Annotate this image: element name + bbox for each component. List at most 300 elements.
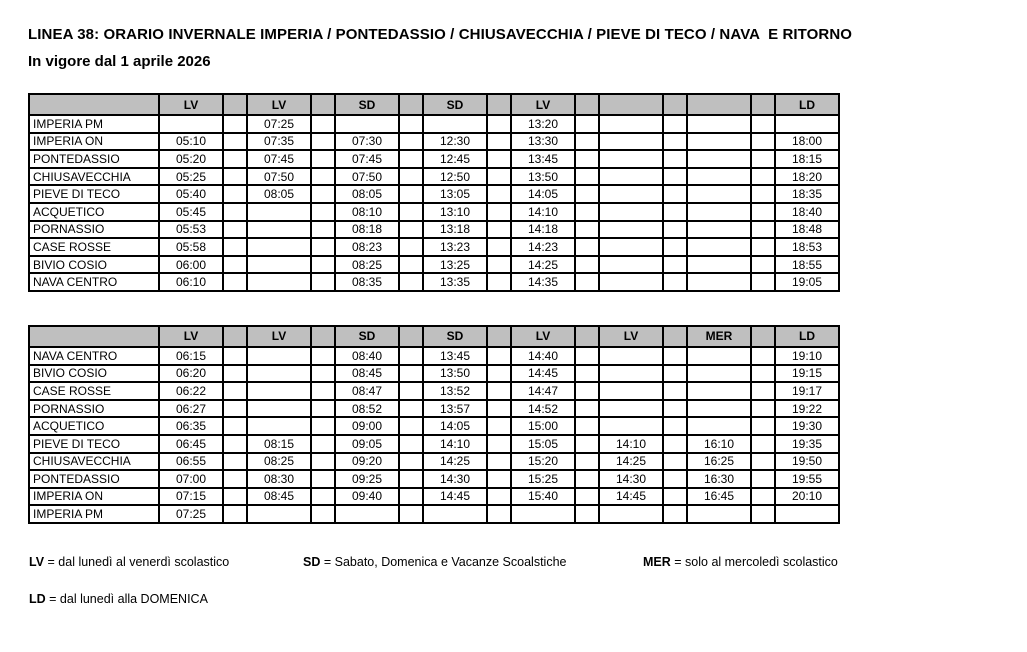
spacer-header-cell	[487, 326, 511, 347]
spacer-cell	[399, 382, 423, 400]
time-cell: 20:10	[775, 488, 839, 506]
spacer-cell	[575, 256, 599, 274]
time-cell: 05:40	[159, 185, 223, 203]
spacer-cell	[223, 365, 247, 383]
time-cell	[599, 133, 663, 151]
spacer-cell	[575, 505, 599, 523]
legend-item-lv	[29, 555, 229, 569]
spacer-cell	[311, 365, 335, 383]
time-cell	[687, 221, 751, 239]
time-cell: 05:58	[159, 238, 223, 256]
spacer-cell	[751, 150, 775, 168]
page-title: LINEA 38: ORARIO INVERNALE IMPERIA / PONTEDASSIO / CHIUSAVECCHIA / PIEVE DI TECO / NAVA E RITORNO	[28, 26, 853, 43]
spacer-cell	[663, 505, 687, 523]
spacer-cell	[663, 133, 687, 151]
spacer-cell	[223, 256, 247, 274]
spacer-cell	[223, 150, 247, 168]
spacer-cell	[751, 133, 775, 151]
spacer-cell	[663, 168, 687, 186]
service-header-lv: LV	[247, 326, 311, 347]
spacer-cell	[311, 203, 335, 221]
spacer-cell	[663, 435, 687, 453]
station-cell: CASE ROSSE	[29, 382, 159, 400]
time-cell: 16:25	[687, 453, 751, 471]
service-header-ld: LD	[775, 94, 839, 115]
spacer-header-cell	[399, 326, 423, 347]
time-cell: 06:00	[159, 256, 223, 274]
station-cell: CHIUSAVECCHIA	[29, 168, 159, 186]
time-cell: 14:40	[511, 347, 575, 365]
spacer-cell	[575, 150, 599, 168]
time-cell: 07:15	[159, 488, 223, 506]
spacer-cell	[751, 435, 775, 453]
spacer-cell	[575, 365, 599, 383]
time-cell: 13:45	[511, 150, 575, 168]
spacer-cell	[223, 435, 247, 453]
legend-text: = Sabato, Domenica e Vacanze Scoalstiche	[323, 554, 567, 569]
legend-abbr: MER	[643, 554, 671, 569]
spacer-cell	[399, 400, 423, 418]
time-cell	[599, 347, 663, 365]
service-header-ld: LD	[775, 326, 839, 347]
spacer-cell	[663, 115, 687, 133]
spacer-cell	[751, 238, 775, 256]
time-cell: 09:00	[335, 417, 399, 435]
time-cell: 07:45	[335, 150, 399, 168]
table-row	[29, 185, 839, 203]
spacer-header-cell	[575, 94, 599, 115]
spacer-cell	[663, 453, 687, 471]
time-cell: 13:57	[423, 400, 487, 418]
time-cell: 13:05	[423, 185, 487, 203]
time-cell: 14:18	[511, 221, 575, 239]
time-cell	[687, 417, 751, 435]
time-cell: 18:20	[775, 168, 839, 186]
time-cell	[247, 417, 311, 435]
time-cell	[775, 115, 839, 133]
time-cell	[687, 505, 751, 523]
spacer-cell	[663, 382, 687, 400]
time-cell: 05:45	[159, 203, 223, 221]
spacer-cell	[223, 382, 247, 400]
time-cell	[599, 365, 663, 383]
time-cell: 05:53	[159, 221, 223, 239]
time-cell: 16:10	[687, 435, 751, 453]
time-cell: 06:15	[159, 347, 223, 365]
time-cell: 07:25	[159, 505, 223, 523]
time-cell: 08:30	[247, 470, 311, 488]
spacer-header-cell	[399, 94, 423, 115]
time-cell: 09:25	[335, 470, 399, 488]
spacer-cell	[399, 505, 423, 523]
spacer-cell	[663, 365, 687, 383]
spacer-cell	[487, 168, 511, 186]
spacer-cell	[487, 365, 511, 383]
time-cell: 18:48	[775, 221, 839, 239]
spacer-header-cell	[575, 326, 599, 347]
legend-item-mer	[643, 555, 838, 569]
time-cell: 09:05	[335, 435, 399, 453]
time-cell: 13:52	[423, 382, 487, 400]
spacer-cell	[223, 400, 247, 418]
time-cell: 08:52	[335, 400, 399, 418]
spacer-cell	[487, 347, 511, 365]
time-cell: 09:40	[335, 488, 399, 506]
station-cell: PORNASSIO	[29, 221, 159, 239]
spacer-cell	[399, 238, 423, 256]
spacer-cell	[575, 470, 599, 488]
time-cell	[423, 505, 487, 523]
table-row	[29, 382, 839, 400]
time-cell: 06:55	[159, 453, 223, 471]
legend-abbr: LV	[29, 554, 45, 569]
station-header-cell	[29, 94, 159, 115]
time-cell: 13:23	[423, 238, 487, 256]
time-cell: 08:35	[335, 273, 399, 291]
table-row	[29, 400, 839, 418]
spacer-cell	[751, 347, 775, 365]
time-cell	[599, 382, 663, 400]
service-header-mer: MER	[687, 326, 751, 347]
spacer-cell	[751, 505, 775, 523]
time-cell: 16:30	[687, 470, 751, 488]
spacer-cell	[399, 470, 423, 488]
time-cell	[687, 382, 751, 400]
time-cell: 05:10	[159, 133, 223, 151]
spacer-cell	[487, 150, 511, 168]
time-cell: 14:45	[599, 488, 663, 506]
legend-item-ld	[29, 592, 208, 606]
time-cell: 15:25	[511, 470, 575, 488]
spacer-cell	[311, 382, 335, 400]
station-cell: IMPERIA PM	[29, 505, 159, 523]
time-cell	[687, 347, 751, 365]
spacer-header-cell	[751, 94, 775, 115]
time-cell: 13:35	[423, 273, 487, 291]
time-cell: 15:00	[511, 417, 575, 435]
station-cell: IMPERIA ON	[29, 488, 159, 506]
spacer-cell	[751, 115, 775, 133]
time-cell	[247, 382, 311, 400]
time-cell: 05:25	[159, 168, 223, 186]
time-cell: 14:25	[423, 453, 487, 471]
timetable-outbound	[28, 93, 840, 292]
service-header-sd: SD	[335, 94, 399, 115]
spacer-header-cell	[311, 326, 335, 347]
spacer-cell	[487, 273, 511, 291]
spacer-cell	[487, 382, 511, 400]
spacer-cell	[487, 470, 511, 488]
time-cell: 19:05	[775, 273, 839, 291]
station-cell: CASE ROSSE	[29, 238, 159, 256]
spacer-cell	[399, 185, 423, 203]
time-cell: 15:40	[511, 488, 575, 506]
time-cell: 19:15	[775, 365, 839, 383]
time-cell: 06:22	[159, 382, 223, 400]
service-header-lv: LV	[511, 94, 575, 115]
time-cell: 19:35	[775, 435, 839, 453]
time-cell: 15:20	[511, 453, 575, 471]
time-cell: 13:30	[511, 133, 575, 151]
time-cell	[247, 365, 311, 383]
time-cell	[599, 505, 663, 523]
spacer-cell	[575, 221, 599, 239]
spacer-cell	[751, 221, 775, 239]
time-cell	[599, 238, 663, 256]
station-cell: NAVA CENTRO	[29, 347, 159, 365]
time-cell	[159, 115, 223, 133]
time-cell: 14:30	[423, 470, 487, 488]
spacer-cell	[487, 256, 511, 274]
table-row	[29, 221, 839, 239]
spacer-cell	[311, 221, 335, 239]
time-cell	[247, 203, 311, 221]
spacer-cell	[575, 273, 599, 291]
time-cell	[599, 150, 663, 168]
time-cell: 14:30	[599, 470, 663, 488]
spacer-header-cell	[663, 326, 687, 347]
spacer-cell	[223, 115, 247, 133]
time-cell: 14:05	[423, 417, 487, 435]
spacer-cell	[575, 238, 599, 256]
spacer-cell	[751, 203, 775, 221]
station-cell: IMPERIA ON	[29, 133, 159, 151]
time-cell: 07:45	[247, 150, 311, 168]
time-cell: 13:45	[423, 347, 487, 365]
time-cell	[687, 168, 751, 186]
spacer-cell	[311, 256, 335, 274]
time-cell	[247, 238, 311, 256]
spacer-cell	[487, 115, 511, 133]
service-header-lv: LV	[511, 326, 575, 347]
legend-item-sd	[303, 555, 566, 569]
time-cell	[247, 400, 311, 418]
time-cell: 07:30	[335, 133, 399, 151]
service-header-lv: LV	[599, 326, 663, 347]
time-cell	[687, 400, 751, 418]
spacer-cell	[663, 203, 687, 221]
spacer-cell	[399, 365, 423, 383]
time-cell: 08:15	[247, 435, 311, 453]
spacer-cell	[399, 273, 423, 291]
spacer-cell	[575, 185, 599, 203]
time-cell	[599, 221, 663, 239]
spacer-cell	[575, 168, 599, 186]
station-cell: PIEVE DI TECO	[29, 435, 159, 453]
spacer-cell	[575, 133, 599, 151]
spacer-cell	[575, 382, 599, 400]
time-cell: 19:50	[775, 453, 839, 471]
time-cell: 19:17	[775, 382, 839, 400]
station-cell: PIEVE DI TECO	[29, 185, 159, 203]
legend-abbr: LD	[29, 591, 46, 606]
time-cell: 05:20	[159, 150, 223, 168]
spacer-cell	[311, 417, 335, 435]
blank-header-cell	[599, 94, 663, 115]
timetable-return	[28, 325, 840, 524]
time-cell	[247, 273, 311, 291]
spacer-cell	[399, 488, 423, 506]
spacer-cell	[663, 488, 687, 506]
time-cell: 13:25	[423, 256, 487, 274]
time-cell: 13:50	[511, 168, 575, 186]
time-cell: 13:10	[423, 203, 487, 221]
spacer-cell	[575, 417, 599, 435]
table-row	[29, 256, 839, 274]
spacer-cell	[399, 150, 423, 168]
spacer-header-cell	[663, 94, 687, 115]
table-row	[29, 347, 839, 365]
time-cell: 14:25	[599, 453, 663, 471]
spacer-cell	[223, 347, 247, 365]
spacer-cell	[399, 115, 423, 133]
time-cell: 06:10	[159, 273, 223, 291]
spacer-cell	[663, 185, 687, 203]
spacer-cell	[663, 238, 687, 256]
legend-text: = dal lunedì al venerdì scolastico	[47, 554, 230, 569]
spacer-cell	[223, 273, 247, 291]
time-cell: 13:50	[423, 365, 487, 383]
time-cell	[599, 203, 663, 221]
time-cell: 14:45	[423, 488, 487, 506]
time-cell: 12:50	[423, 168, 487, 186]
spacer-cell	[663, 221, 687, 239]
table-row	[29, 168, 839, 186]
spacer-cell	[311, 453, 335, 471]
spacer-header-cell	[751, 326, 775, 347]
time-cell	[599, 115, 663, 133]
spacer-cell	[751, 168, 775, 186]
spacer-cell	[751, 365, 775, 383]
table-row	[29, 365, 839, 383]
spacer-cell	[311, 150, 335, 168]
time-cell: 14:10	[423, 435, 487, 453]
legend-abbr: SD	[303, 554, 321, 569]
time-cell	[335, 505, 399, 523]
time-cell	[423, 115, 487, 133]
spacer-cell	[223, 505, 247, 523]
service-header-lv: LV	[159, 94, 223, 115]
spacer-cell	[223, 417, 247, 435]
time-cell: 18:53	[775, 238, 839, 256]
time-cell: 15:05	[511, 435, 575, 453]
time-cell: 14:47	[511, 382, 575, 400]
time-cell: 18:35	[775, 185, 839, 203]
spacer-cell	[575, 435, 599, 453]
spacer-cell	[751, 453, 775, 471]
spacer-header-cell	[223, 94, 247, 115]
spacer-header-cell	[311, 94, 335, 115]
time-cell: 14:45	[511, 365, 575, 383]
spacer-cell	[487, 133, 511, 151]
time-cell: 08:25	[335, 256, 399, 274]
time-cell: 08:05	[247, 185, 311, 203]
spacer-cell	[663, 256, 687, 274]
time-cell: 13:20	[511, 115, 575, 133]
spacer-cell	[311, 238, 335, 256]
spacer-cell	[751, 488, 775, 506]
table-row	[29, 505, 839, 523]
service-header-lv: LV	[159, 326, 223, 347]
time-cell	[599, 273, 663, 291]
table-row	[29, 435, 839, 453]
time-cell: 16:45	[687, 488, 751, 506]
time-cell: 14:10	[511, 203, 575, 221]
time-cell	[687, 256, 751, 274]
time-cell: 08:23	[335, 238, 399, 256]
time-cell: 09:20	[335, 453, 399, 471]
spacer-cell	[663, 150, 687, 168]
time-cell: 08:45	[247, 488, 311, 506]
legend-text: = dal lunedì alla DOMENICA	[49, 591, 208, 606]
time-cell: 08:45	[335, 365, 399, 383]
time-cell	[775, 505, 839, 523]
table-row	[29, 203, 839, 221]
station-header-cell	[29, 326, 159, 347]
time-cell: 14:25	[511, 256, 575, 274]
spacer-cell	[311, 273, 335, 291]
time-cell: 08:10	[335, 203, 399, 221]
time-cell: 14:35	[511, 273, 575, 291]
spacer-cell	[751, 185, 775, 203]
time-cell	[511, 505, 575, 523]
time-cell: 06:35	[159, 417, 223, 435]
page-subtitle: In vigore dal 1 aprile 2026	[28, 53, 211, 70]
time-cell: 06:27	[159, 400, 223, 418]
spacer-cell	[223, 488, 247, 506]
time-cell: 19:22	[775, 400, 839, 418]
time-cell	[687, 238, 751, 256]
spacer-cell	[575, 347, 599, 365]
spacer-cell	[575, 115, 599, 133]
spacer-cell	[575, 203, 599, 221]
time-cell	[687, 273, 751, 291]
time-cell	[247, 221, 311, 239]
table-row	[29, 115, 839, 133]
time-cell: 18:55	[775, 256, 839, 274]
spacer-cell	[663, 417, 687, 435]
time-cell: 07:00	[159, 470, 223, 488]
spacer-cell	[487, 238, 511, 256]
spacer-cell	[751, 400, 775, 418]
spacer-cell	[399, 203, 423, 221]
spacer-cell	[311, 168, 335, 186]
header-row	[29, 94, 839, 115]
header-row	[29, 326, 839, 347]
station-cell: CHIUSAVECCHIA	[29, 453, 159, 471]
time-cell: 07:25	[247, 115, 311, 133]
spacer-cell	[311, 347, 335, 365]
spacer-cell	[399, 453, 423, 471]
time-cell	[599, 256, 663, 274]
time-cell: 12:45	[423, 150, 487, 168]
time-cell: 19:30	[775, 417, 839, 435]
spacer-cell	[223, 453, 247, 471]
time-cell	[247, 256, 311, 274]
service-header-sd: SD	[423, 326, 487, 347]
spacer-cell	[223, 221, 247, 239]
time-cell: 07:35	[247, 133, 311, 151]
spacer-cell	[663, 400, 687, 418]
time-cell	[599, 400, 663, 418]
station-cell: IMPERIA PM	[29, 115, 159, 133]
spacer-header-cell	[223, 326, 247, 347]
spacer-cell	[223, 238, 247, 256]
time-cell: 14:10	[599, 435, 663, 453]
time-cell	[599, 185, 663, 203]
time-cell	[335, 115, 399, 133]
time-cell: 18:00	[775, 133, 839, 151]
